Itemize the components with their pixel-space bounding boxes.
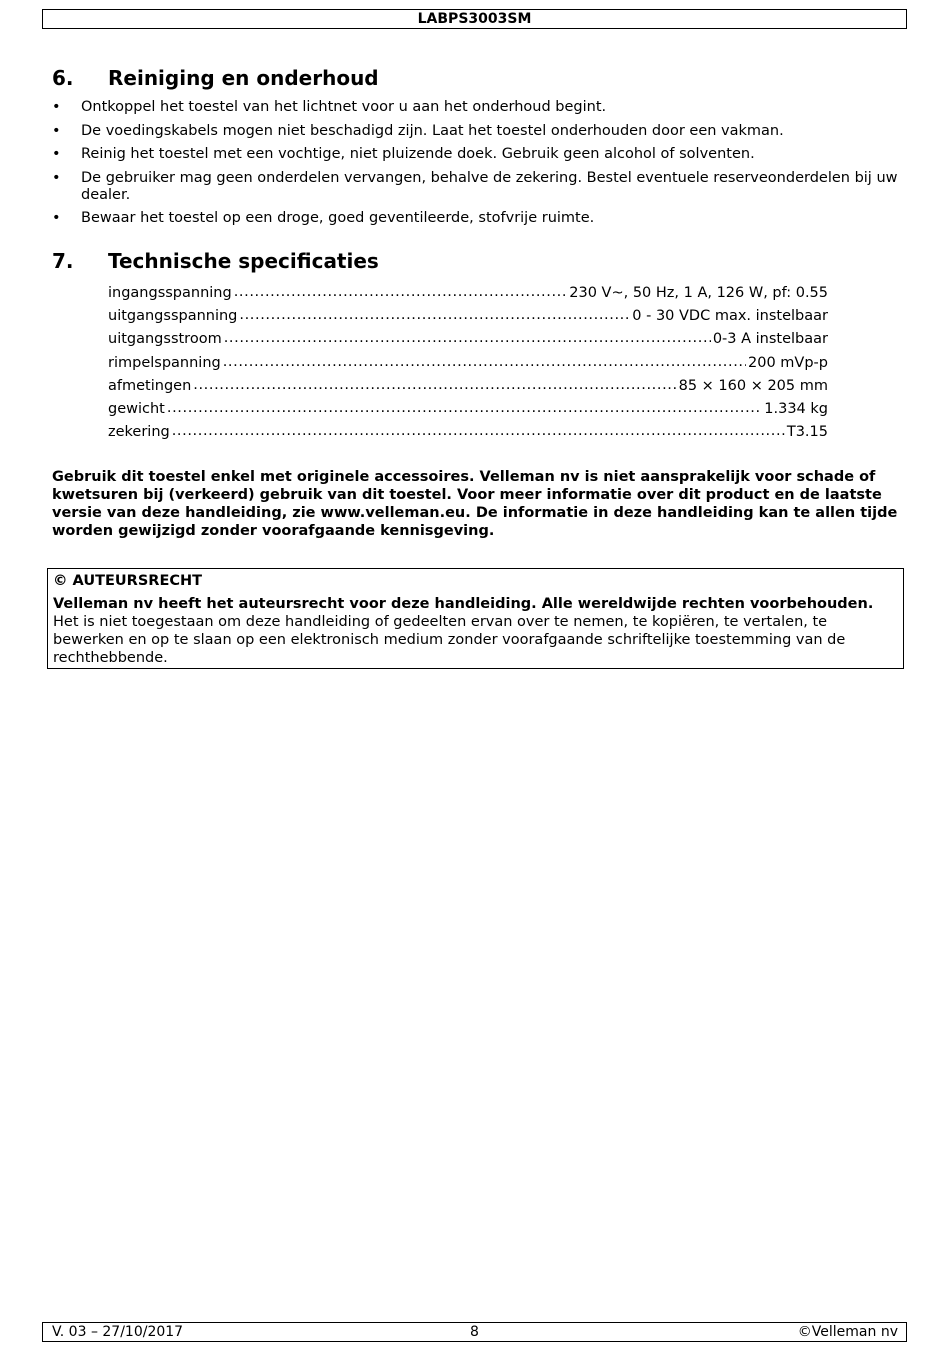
bullet-icon: • [52,210,61,226]
copyright-title: © AUTEURSRECHT [53,573,203,589]
dot-leader [172,420,785,443]
dot-leader [193,374,676,397]
copyright-lead: Velleman nv heeft het auteursrecht voor deze handleiding. Alle wereldwijde rechten voorbehouden. [53,596,874,612]
section-6-heading [52,66,379,90]
spec-row-output-current [108,328,828,351]
section-6-number: 6. [52,66,74,90]
spec-label: ingangsspanning [108,285,232,301]
spec-value: 1.334 kg [764,400,828,417]
usage-notice: Gebruik dit toestel enkel met originele accessoires. Velleman nv is niet aansprakelijk voor schade of kwetsuren bij (verkeerd) gebruik van dit toestel. Voor meer informatie over dit product en de laatste versie van deze handleiding, zie www.velleman.eu. De informatie in deze handleiding kan te allen tijde worden gewijzigd zonder voorafgaande kennisgeving. [52,469,898,539]
dot-leader [234,281,568,304]
spec-label: gewicht [108,400,165,417]
section-7-heading [52,249,379,273]
spec-label: zekering [108,424,170,441]
spec-value: 0-3 A instelbaar [712,331,828,348]
bullet-icon: • [52,122,61,139]
footer-version: V. 03 – 27/10/2017 [52,1324,184,1340]
spec-value: 200 mVp-p [748,354,828,371]
spec-row-ripple [108,352,828,375]
spec-value: T3.15 [786,424,828,441]
maintenance-list [52,99,904,234]
spec-value: 0 - 30 VDC max. instelbaar [632,308,828,325]
spec-value: 85 × 160 × 205 mm [678,377,828,394]
footer-brand: ©Velleman nv [797,1324,898,1340]
spec-label: uitgangsstroom [108,331,222,348]
section-6-title: Reiniging en onderhoud [108,66,379,90]
bullet-icon: • [52,169,61,186]
section-7-number: 7. [52,249,74,273]
spec-label: afmetingen [108,377,192,394]
document-footer [42,1322,907,1342]
bullet-icon: • [52,146,61,162]
spec-value: 230 V~, 50 Hz, 1 A, 126 W, pf: 0.55 [569,285,828,301]
spec-row-dimensions [108,375,828,398]
bullet-icon: • [52,99,61,115]
list-item: • De voedingskabels mogen niet beschadigd zijn. Laat het toestel onderhouden door een vakman. [52,122,784,139]
list-item: • Bewaar het toestel op een droge, goed geventileerde, stofvrije ruimte. [52,210,595,226]
list-item: • De gebruiker mag geen onderdelen vervangen, behalve de zekering. Bestel eventuele reserveonderdelen bij uw dealer. [52,169,898,203]
spec-row-fuse [108,421,828,444]
dot-leader [224,327,711,350]
section-7-title: Technische specificaties [108,249,379,273]
spec-table [108,282,828,444]
dot-leader [239,304,630,327]
spec-label: rimpelspanning [108,354,221,371]
copyright-body: Het is niet toegestaan om deze handleiding of gedeelten ervan over te nemen, te kopiëren, te vertalen, te bewerken en op te slaan op een elektronisch medium zonder voorafgaande schriftelijke toestemming van de rechthebbende. [53,614,846,666]
spec-row-input-voltage [108,282,828,305]
dot-leader [167,397,762,420]
footer-page-number: 8 [470,1324,479,1340]
spec-label: uitgangsspanning [108,308,238,325]
dot-leader [223,351,746,374]
spec-row-weight [108,398,828,421]
header-title: LABPS3003SM [417,11,532,27]
spec-row-output-voltage [108,305,828,328]
list-item: • Ontkoppel het toestel van het lichtnet voor u aan het onderhoud begint. [52,99,607,115]
copyright-box [47,568,904,669]
document-header [42,9,907,29]
list-item: • Reinig het toestel met een vochtige, niet pluizende doek. Gebruik geen alcohol of solventen. [52,146,755,162]
